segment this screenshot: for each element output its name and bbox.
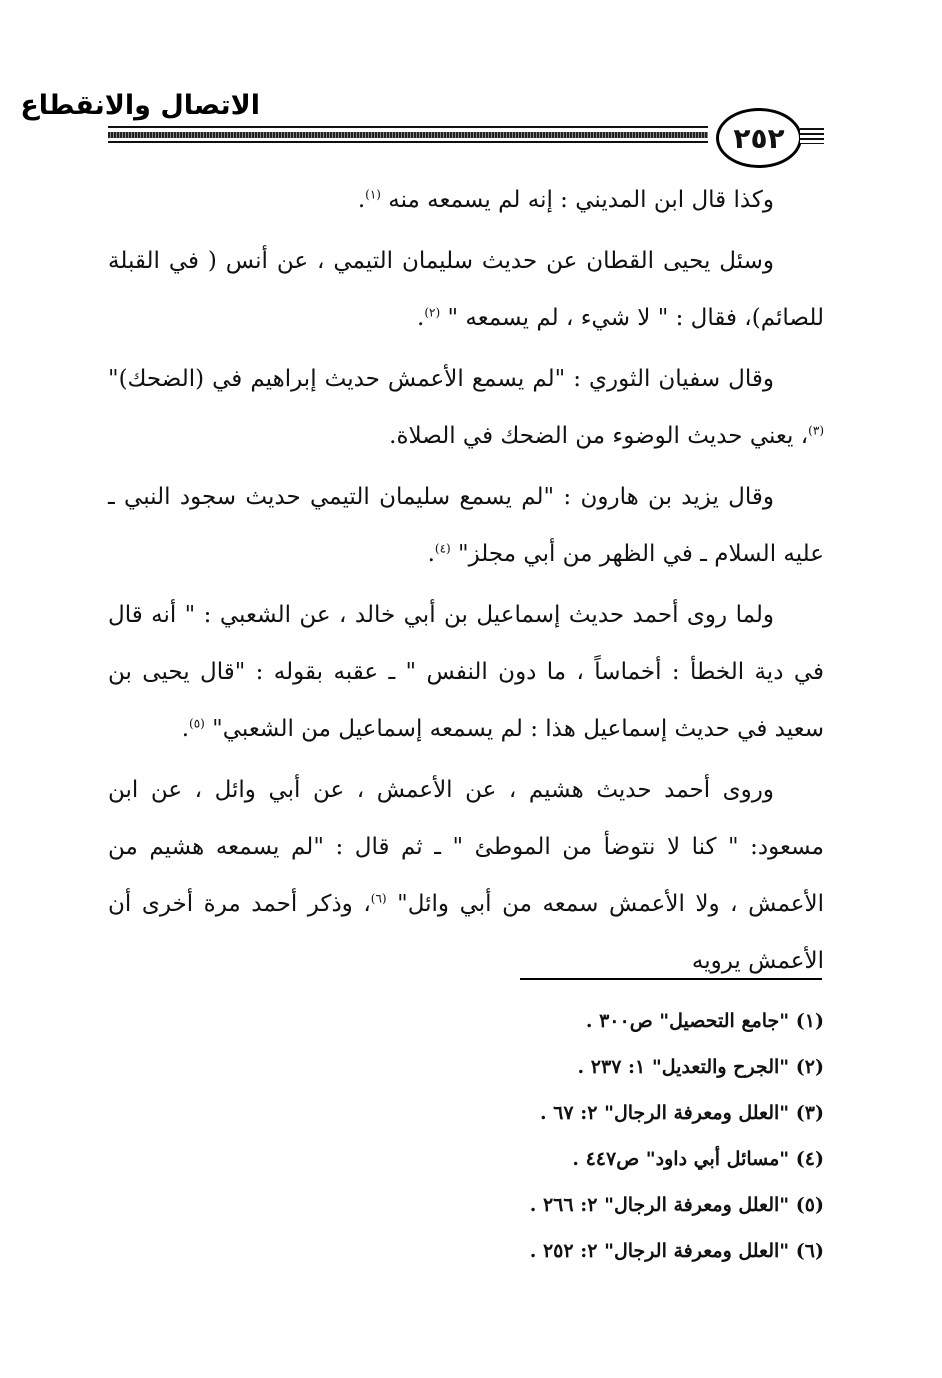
- paragraph: وقال يزيد بن هارون : "لم يسمع سليمان التيمي حديث سجود النبي ـ عليه السلام ـ في الظهر من أبي مجلز" $^{(٤)}$.: [108, 484, 824, 567]
- footnote-ref: (١): [365, 187, 381, 202]
- header-rule-bottom: [108, 141, 708, 143]
- footnote-item: (٦) "العلل ومعرفة الرجال" ٢: ٢٥٢ .: [529, 1240, 824, 1262]
- footnote-ref: (٥): [189, 716, 205, 731]
- header-rule-band: [108, 132, 708, 138]
- paragraph: وسئل يحيى القطان عن حديث سليمان التيمي ، عن أنس ( في القبلة للصائم)، فقال : " لا شيء ، لم يسمعه " $^{(٢)}$.: [108, 248, 824, 331]
- footnote-ref: (٦): [370, 891, 387, 906]
- paragraph: وروى أحمد حديث هشيم ، عن الأعمش ، عن أبي وائل ، عن ابن مسعود: " كنا لا نتوضأ من الموطئ " ـ ثم قال : "لم يسمعه هشيم من الأعمش ، ولا الأعمش سمعه من أبي وائل" $^{(٦)}$، وذكر أحمد مرة أخرى أن الأعمش يرويه: [108, 777, 824, 974]
- footnote-ref: (٢): [424, 305, 441, 320]
- footnote-item: (٢) "الجرح والتعديل" ١: ٢٣٧ .: [577, 1056, 824, 1078]
- footnote-item: (٤) "مسائل أبي داود" ص٤٤٧ .: [572, 1148, 824, 1170]
- footnote-item: (١) "جامع التحصيل" ص٣٠٠ .: [585, 1010, 824, 1032]
- footnote-ref: (٣): [808, 423, 824, 438]
- footnotes: [108, 998, 824, 1274]
- footnote-ref: (٤): [434, 541, 451, 556]
- footnote-item: (٣) "العلل ومعرفة الرجال" ٢: ٦٧ .: [539, 1102, 824, 1124]
- running-title: الاتصال والانقطاع: [20, 90, 260, 121]
- header-rule-top: [108, 126, 708, 128]
- header-rule-right: [800, 128, 824, 144]
- main-text: [108, 172, 824, 994]
- paragraph: وقال سفيان الثوري : "لم يسمع الأعمش حديث إبراهيم في (الضحك)"$^{(٣)}$، يعني حديث الوضوء من الضحك في الصلاة.: [108, 366, 824, 449]
- footnote-separator: [520, 978, 822, 980]
- footnote-item: (٥) "العلل ومعرفة الرجال" ٢: ٢٦٦ .: [529, 1194, 824, 1216]
- paragraph: ولما روى أحمد حديث إسماعيل بن أبي خالد ، عن الشعبي : " أنه قال في دية الخطأ : أخماساً ، ما دون النفس " ـ عقبه بقوله : "قال يحيى بن سعيد في حديث إسماعيل هذا : لم يسمعه إسماعيل من الشعبي" $^{(٥)}$.: [108, 602, 824, 742]
- paragraph: وكذا قال ابن المديني : إنه لم يسمعه منه $^{(١)}$.: [357, 187, 774, 213]
- page-number: ٢٥٢: [716, 108, 802, 168]
- page-header: [20, 84, 826, 174]
